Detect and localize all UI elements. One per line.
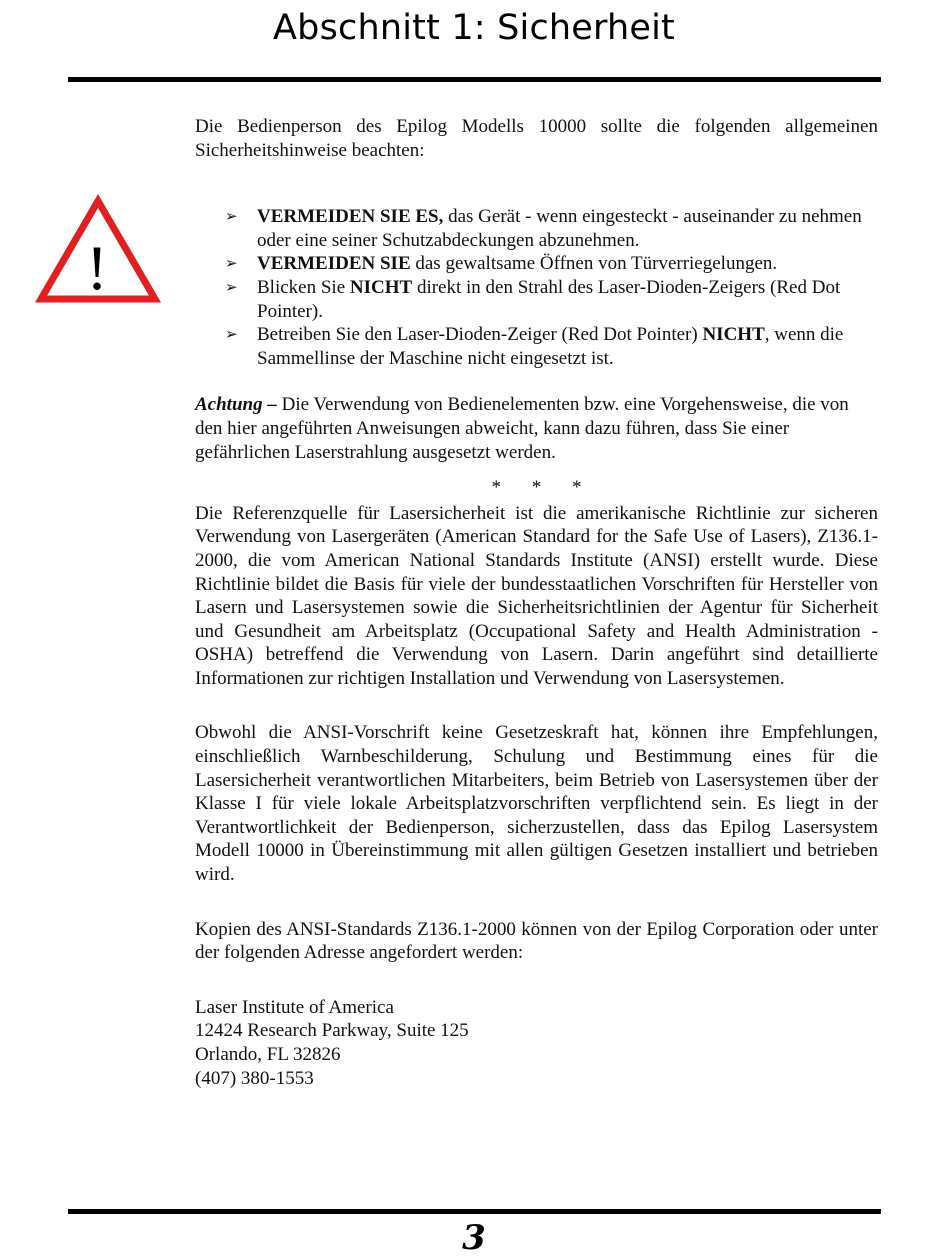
- list-item: [225, 276, 878, 323]
- bullet-text: das gewaltsame Öffnen von Türverriegelungen.: [410, 253, 778, 275]
- address-block: [195, 996, 878, 1090]
- bullet-bold-text: NICHT: [349, 276, 413, 298]
- list-item: [225, 323, 878, 370]
- page-number: 3: [462, 1218, 486, 1258]
- section-separator: * * *: [491, 477, 582, 499]
- bullet-pre-text: Blicken Sie: [257, 276, 350, 298]
- address-line: 12424 Research Parkway, Suite 125: [195, 1020, 469, 1042]
- warning-exclamation-glyph: !: [86, 232, 108, 303]
- footer-divider: [68, 1209, 881, 1214]
- address-line: Laser Institute of America: [195, 996, 394, 1018]
- bullet-pre-text: Betreiben Sie den Laser-Dioden-Zeiger (Red Dot Pointer): [257, 324, 703, 346]
- address-line: Orlando, FL 32826: [195, 1044, 341, 1065]
- list-item: [225, 205, 878, 252]
- arrow-bullet-icon: ➢: [225, 325, 238, 344]
- arrow-bullet-icon: ➢: [225, 207, 238, 226]
- bullet-text: direkt in den Strahl des Laser-Dioden-Zeigers (Red Dot Pointer).: [257, 276, 841, 322]
- copies-paragraph: Kopien des ANSI-Standards Z136.1-2000 können von der Epilog Corporation oder unter der folgenden Adresse angefordert werden:: [195, 918, 878, 964]
- intro-paragraph: Die Bedienperson des Epilog Modells 10000 sollte die folgenden allgemeinen Sicherheitshinweise beachten:: [195, 116, 878, 161]
- caution-text: Die Verwendung von Bedienelementen bzw. eine Vorgehensweise, die von den hier angeführten Anweisungen abweicht, kann dazu führen, dass Sie einer gefährlichen Laserstrahlung ausgesetzt werden.: [195, 394, 849, 463]
- caution-label: Achtung –: [195, 394, 277, 416]
- bullet-text: , wenn die Sammellinse der Maschine nicht eingesetzt ist.: [257, 324, 844, 369]
- page-title: Abschnitt 1: Sicherheit: [273, 8, 675, 48]
- warning-triangle-icon: [35, 193, 161, 305]
- ansi-reference-paragraph: Die Referenzquelle für Lasersicherheit ist die amerikanische Richtlinie zur sicheren Verwendung von Lasergeräten (American Standard for the Safe Use of Lasers), Z136.1-2000, die vom American National Standards Institute (ANSI) erstellt wurde. Diese Richtlinie bildet die Basis für viele der bundesstaatlichen Vorschriften für Hersteller von Lasern und Lasersystemen sowie die Sicherheitsrichtlinien der Agentur für Sicherheit und Gesundheit am Arbeitsplatz (Occupational Safety and Health Administration - OSHA) betreffend die Verwendung von Lasern. Darin angeführt sind detaillierte Informationen zur richtigen Installation und Verwendung von Lasersystemen.: [195, 502, 878, 689]
- safety-bullet-list: [195, 205, 878, 370]
- address-phone: (407) 380-1553: [195, 1067, 314, 1089]
- arrow-bullet-icon: ➢: [225, 254, 238, 273]
- bullet-bold-text: VERMEIDEN SIE ES,: [257, 206, 444, 228]
- safety-content: [195, 115, 878, 1090]
- caution-paragraph: [195, 393, 878, 464]
- ansi-compliance-paragraph: Obwohl die ANSI-Vorschrift keine Gesetzeskraft hat, können ihre Empfehlungen, einschließlich Warnbeschilderung, Schulung und Bestimmung eines für die Lasersicherheit verantwortlichen Mitarbeiters, beim Betrieb von Lasersystemen über der Klasse I für viele lokale Arbeitsplatzvorschriften verpflichtend sein. Es liegt in der Verantwortlichkeit der Bedienperson, sicherzustellen, dass das Epilog Lasersystem Modell 10000 in Übereinstimmung mit allen gültigen Gesetzen installiert und betrieben wird.: [195, 722, 878, 886]
- header-divider: [68, 77, 881, 82]
- bullet-bold-text: NICHT: [702, 324, 765, 346]
- list-item: [225, 252, 878, 276]
- arrow-bullet-icon: ➢: [225, 277, 238, 296]
- bullet-text: das Gerät - wenn eingesteckt - auseinander zu nehmen oder eine seiner Schutzabdeckungen abzunehmen.: [257, 206, 862, 251]
- bullet-bold-text: VERMEIDEN SIE: [257, 253, 411, 275]
